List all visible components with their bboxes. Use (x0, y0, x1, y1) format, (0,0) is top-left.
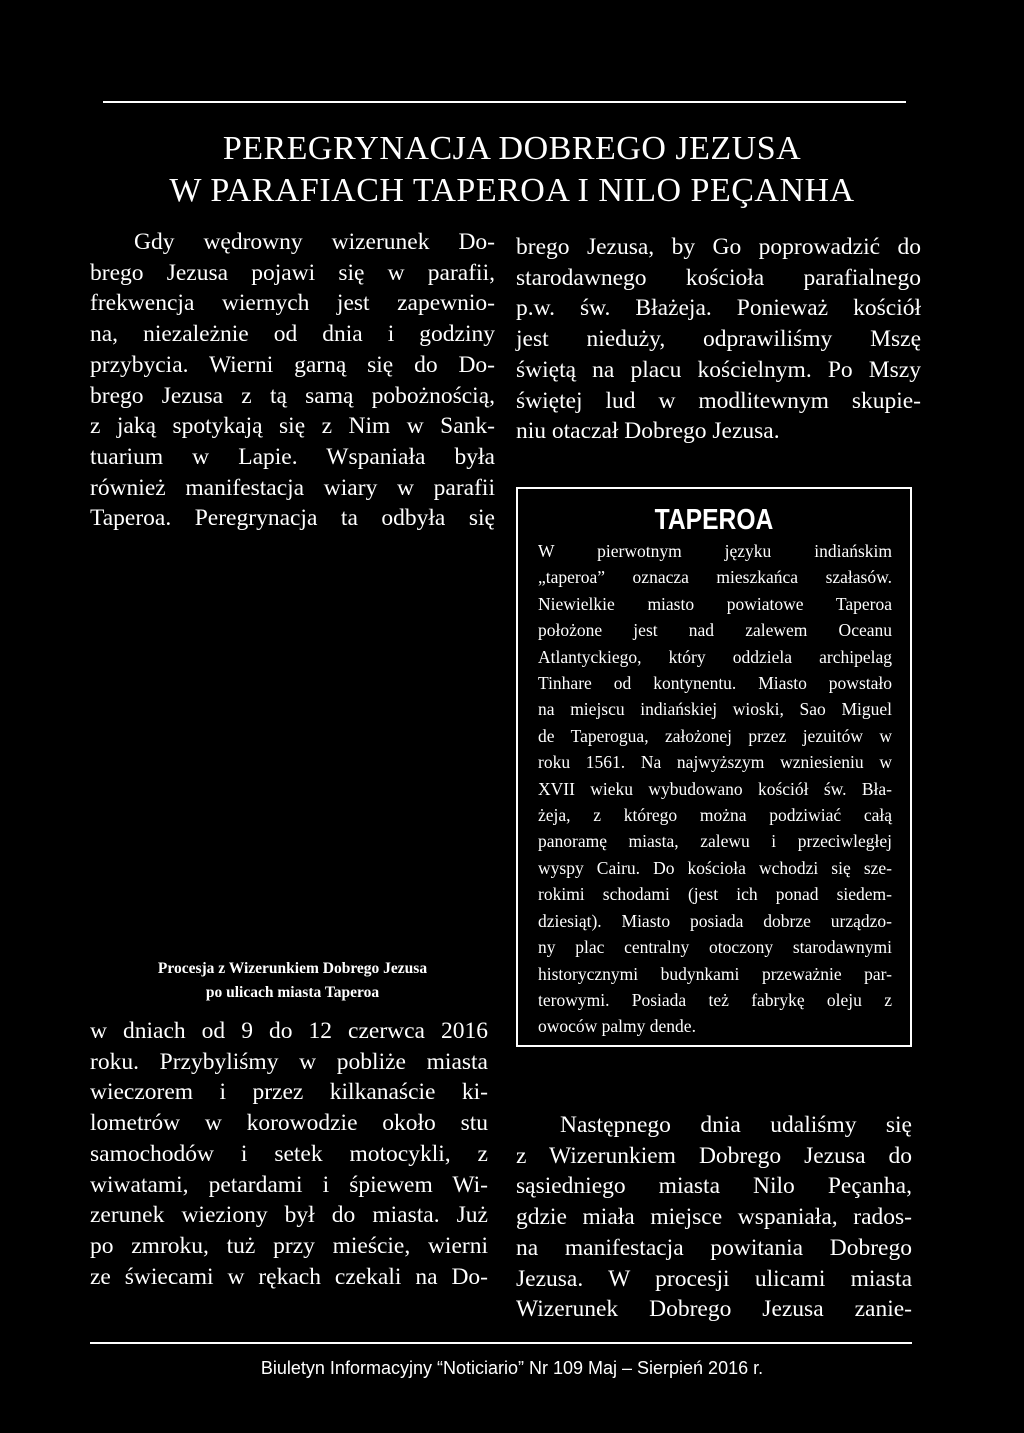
text-line: ze świecami w rękach czekali na Do- (90, 1263, 488, 1290)
text-line: gdzie miała miejsce wspaniała, rados- (516, 1204, 912, 1231)
text-line: Tinhare od kontynentu. Miasto powstało (538, 673, 892, 694)
article-title-line-2: W PARAFIACH TAPEROA I NILO PEÇANHA (169, 172, 855, 209)
text-line: Niewielkie miasto powiatowe Taperoa (538, 593, 892, 614)
right-column-bottom (516, 1110, 912, 1325)
photo-caption-line-2: po ulicach miasta Taperoa (205, 984, 380, 1001)
text-line: historycznymi budynkami przeważnie par- (538, 963, 892, 984)
page-footer: Biuletyn Informacyjny “Noticiario” Nr 109 Maj – Sierpień 2016 r. (260, 1358, 764, 1378)
text-line: Następnego dnia udaliśmy się (560, 1112, 912, 1138)
text-line: frekwencja wiernych jest zapewnio- (90, 290, 495, 317)
text-line: wiwatami, petardami i śpiewem Wi- (90, 1171, 488, 1198)
text-line: przybycia. Wierni garną się do Do- (90, 351, 495, 378)
top-rule (103, 101, 906, 103)
text-line: de Taperogua, założonej przez jezuitów w (538, 725, 892, 746)
text-line: owoców palmy dende. (538, 1016, 696, 1037)
text-line: brego Jezusa z tą samą pobożnością, (90, 382, 495, 409)
left-column-bottom (90, 1016, 488, 1292)
text-line: sąsiedniego miasta Nilo Peçanha, (516, 1173, 912, 1200)
text-line: samochodów i setek motocykli, z (90, 1140, 488, 1167)
text-line: Atlantyckiego, który oddziela archipelag (538, 646, 892, 667)
text-line: roku. Przybyliśmy w pobliże miasta (90, 1048, 488, 1075)
left-column-top (90, 227, 495, 534)
text-line: dziesiąt). Miasto posiada dobrze urządzo- (538, 910, 892, 931)
text-line: na miejscu indiańskiej wioski, Sao Miguel (538, 699, 892, 720)
info-box-text (538, 538, 892, 1040)
text-line: na manifestacja powitania Dobrego (516, 1234, 912, 1261)
text-line: żeja, z którego można podziwiać całą (538, 805, 892, 826)
footer-rule (90, 1342, 912, 1344)
text-line: Jezusa. W procesji ulicami miasta (516, 1265, 912, 1292)
text-line: terowymi. Posiada też fabrykę oleju z (538, 989, 892, 1010)
text-line: Wizerunek Dobrego Jezusa zanie- (516, 1296, 912, 1323)
article-title-line-1: PEREGRYNACJA DOBREGO JEZUSA (222, 130, 802, 167)
text-line: W pierwotnym języku indiańskim (538, 541, 892, 561)
text-line: XVII wieku wybudowano kościół św. Bła- (538, 778, 892, 799)
text-line: Gdy wędrowny wizerunek Do- (134, 229, 495, 255)
text-line: wieczorem i przez kilkanaście ki- (90, 1079, 488, 1106)
text-line: z Wizerunkiem Dobrego Jezusa do (516, 1142, 912, 1169)
info-box-title: TAPEROA (654, 504, 774, 536)
text-line: z jaką spotykają się z Nim w Sank- (90, 413, 495, 440)
text-line: w dniach od 9 do 12 czerwca 2016 (90, 1018, 488, 1044)
text-line: brego Jezusa, by Go poprowadzić do (516, 234, 921, 260)
text-line: starodawnego kościoła parafialnego (516, 264, 921, 291)
text-line: panoramę miasta, zalewu i przeciwległej (538, 831, 892, 852)
text-line: wyspy Cairu. Do kościoła wchodzi się sze- (538, 857, 892, 878)
text-line: ny plac centralny otoczony starodawnymi (538, 937, 892, 958)
photo-caption-line-1: Procesja z Wizerunkiem Dobrego Jezusa (157, 960, 428, 977)
text-line: również manifestacja wiary w parafii (90, 474, 495, 501)
text-line: rokimi schodami (jest ich ponad siedem- (538, 884, 892, 905)
text-line: Taperoa. Peregrynacja ta odbyła się (90, 505, 495, 532)
right-column-top (516, 232, 921, 447)
procession-photo (90, 560, 495, 945)
text-line: brego Jezusa pojawi się w parafii, (90, 259, 495, 286)
text-line: lometrów w korowodzie około stu (90, 1110, 488, 1137)
text-line: położone jest nad zalewem Oceanu (538, 620, 892, 641)
text-line: niu otaczał Dobrego Jezusa. (516, 418, 780, 445)
text-line: roku 1561. Na najwyższym wzniesieniu w (538, 752, 892, 773)
text-line: świętej lud w modlitewnym skupie- (516, 387, 921, 414)
text-line: jest nieduży, odprawiliśmy Mszę (516, 326, 921, 353)
text-line: na, niezależnie od dnia i godziny (90, 321, 495, 348)
text-line: p.w. św. Błażeja. Ponieważ kościół (516, 295, 921, 322)
text-line: „taperoa” oznacza mieszkańca szałasów. (538, 567, 892, 588)
text-line: świętą na placu kościelnym. Po Mszy (516, 356, 921, 383)
text-line: zerunek wieziony był do miasta. Już (90, 1202, 488, 1229)
text-line: po zmroku, tuż przy mieście, wierni (90, 1232, 488, 1259)
text-line: tuarium w Lapie. Wspaniała była (90, 443, 495, 470)
